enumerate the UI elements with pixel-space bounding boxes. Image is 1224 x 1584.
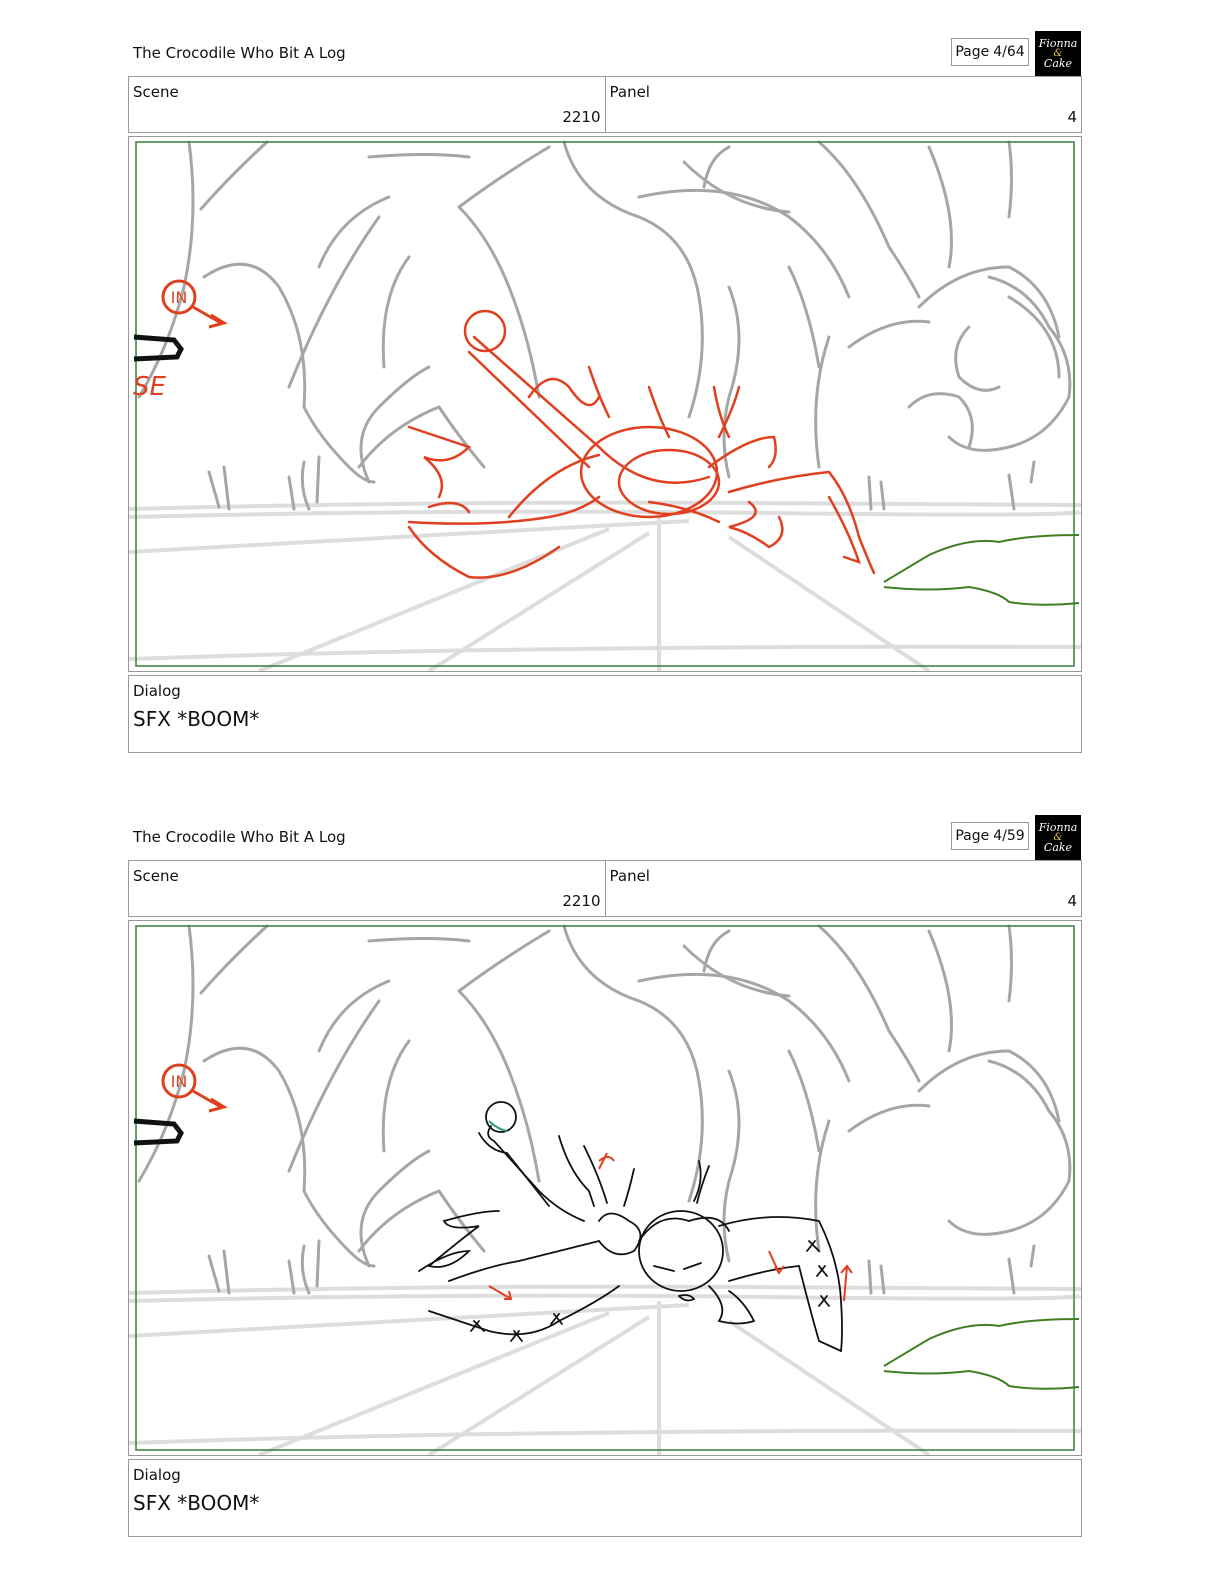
storyboard-frame [128, 136, 1082, 672]
panel-cell [605, 77, 1082, 132]
ground-grid [129, 1287, 1081, 1455]
in-annotation: IN [170, 288, 188, 307]
scene-panel-row [128, 860, 1082, 917]
page-indicator [951, 822, 1029, 850]
page-label: Page [955, 828, 990, 844]
scene-value: 2210 [562, 892, 601, 910]
grass-patch-edge [884, 1371, 1079, 1389]
move-arrow [193, 1091, 224, 1111]
up-arrow [841, 1266, 852, 1301]
storyboard-sheet [0, 30, 1224, 790]
cave-background-lines [139, 142, 1070, 509]
dialog-label: Dialog [133, 1466, 181, 1484]
logo-line-3: Cake [1043, 56, 1073, 70]
logo-line-1: Fionna [1038, 820, 1078, 834]
panel-value: 4 [1067, 108, 1077, 126]
page-label: Page [955, 44, 990, 60]
page-number: 4/59 [993, 828, 1025, 844]
scene-cell [129, 861, 605, 916]
panel-cell [605, 861, 1082, 916]
camera-edge-marker [134, 1121, 181, 1143]
panel-label: Panel [609, 867, 650, 885]
show-logo [1035, 31, 1081, 76]
rotate-arrow [599, 1153, 614, 1169]
scene-label: Scene [133, 867, 179, 885]
panel-label: Panel [609, 83, 650, 101]
move-arrow [193, 307, 224, 327]
dialog-box [128, 675, 1082, 753]
in-annotation: IN [170, 1072, 188, 1091]
storyboard-drawing [129, 921, 1081, 1455]
storyboard-frame [128, 920, 1082, 1456]
logo-line-3: Cake [1043, 840, 1073, 854]
se-annotation: SE [133, 372, 166, 402]
panel-value: 4 [1067, 892, 1077, 910]
grass-patch [884, 535, 1079, 582]
grass-patch [884, 1319, 1079, 1366]
safe-frame [136, 142, 1074, 666]
logo-line-2: & [1053, 831, 1063, 843]
dialog-label: Dialog [133, 682, 181, 700]
dialog-text: SFX *BOOM* [133, 707, 260, 731]
scene-cell [129, 77, 605, 132]
character-clean-sketch [419, 1102, 842, 1351]
logo-line-1: Fionna [1038, 36, 1078, 50]
page-indicator [951, 38, 1029, 66]
scene-value: 2210 [562, 108, 601, 126]
page-number: 4/64 [993, 44, 1025, 60]
cave-background-lines [139, 926, 1070, 1293]
ground-grid [129, 503, 1081, 671]
project-title: The Crocodile Who Bit A Log [133, 828, 346, 846]
safe-frame [136, 926, 1074, 1450]
camera-edge-marker [134, 337, 181, 359]
scene-label: Scene [133, 83, 179, 101]
storyboard-drawing [129, 137, 1081, 671]
storyboard-sheet [0, 814, 1224, 1574]
dialog-box [128, 1459, 1082, 1537]
dialog-text: SFX *BOOM* [133, 1491, 260, 1515]
logo-line-2: & [1053, 47, 1063, 59]
project-title: The Crocodile Who Bit A Log [133, 44, 346, 62]
scene-panel-row [128, 76, 1082, 133]
show-logo [1035, 815, 1081, 860]
grass-patch-edge [884, 587, 1079, 605]
